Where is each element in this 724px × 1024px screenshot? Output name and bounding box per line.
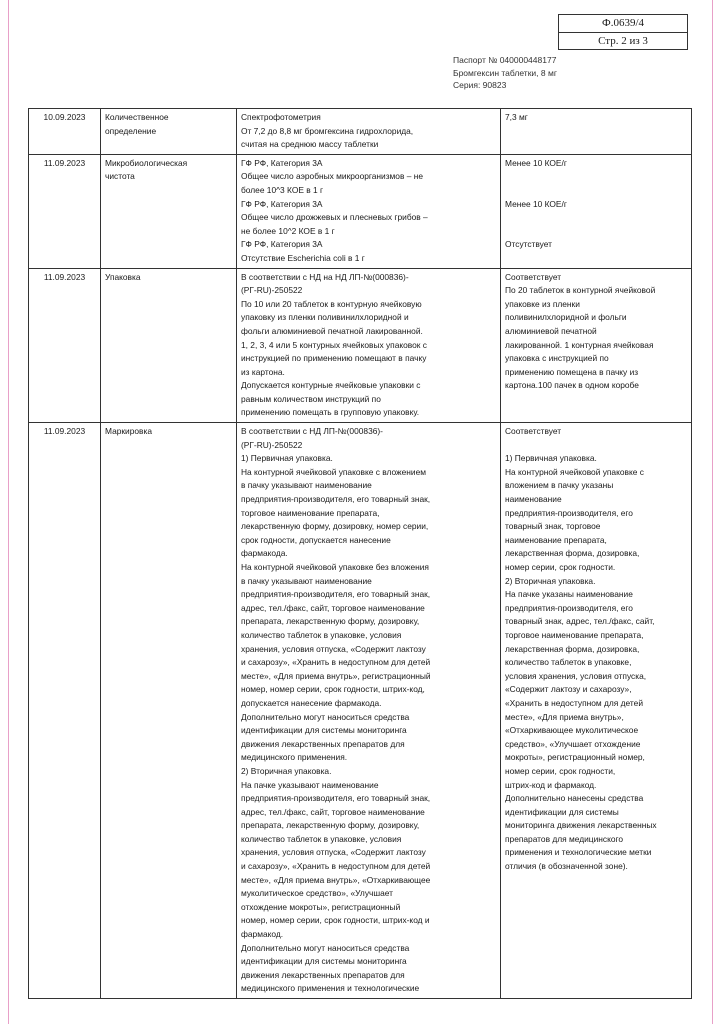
requirement-line: В соответствии с НД ЛП-№(000836)- [241, 426, 383, 437]
result-line: вложением в пачку указаны [505, 480, 614, 491]
form-number-box [558, 14, 688, 50]
date-cell [29, 423, 101, 999]
requirement-line: количество таблеток в упаковке, условия [241, 629, 402, 640]
requirement-line: Отсутствие Escherichia coli в 1 г [241, 252, 365, 263]
requirement-line: идентификации для системы мониторинга [241, 956, 407, 967]
product-name: Бромгексин таблетки, 8 мг [453, 67, 557, 78]
result-line: Менее 10 КОЕ/г [505, 198, 567, 209]
result-cell [501, 154, 692, 268]
requirement-line: предприятия-производителя, его товарный знак, [241, 793, 431, 804]
result-line: наименование [505, 494, 562, 505]
result-line: идентификации для системы [505, 806, 619, 817]
requirement-line: в пачку указывают наименование [241, 480, 372, 491]
requirement-line: движения лекарственных препаратов для [241, 969, 405, 980]
requirement-line: хранения, условия отпуска, «Содержит лактозу [241, 847, 426, 858]
test-results-table [28, 108, 692, 999]
result-line: мокроты», регистрационный номер, [505, 752, 645, 763]
requirement-line: 1, 2, 3, 4 или 5 контурных ячейковых упаковок с [241, 339, 427, 350]
result-line: товарный знак, торговое [505, 521, 601, 532]
date-text: 11.09.2023 [43, 157, 86, 168]
requirement-line: Дополнительно могут наноситься средства [241, 942, 410, 953]
result-line [505, 211, 687, 225]
requirement-line: считая на среднюю массу таблетки [241, 139, 379, 150]
requirement-line: (РГ-RU)-250522 [241, 439, 303, 450]
requirement-line: На контурной ячейковой упаковке с вложением [241, 466, 426, 477]
requirement-cell [237, 109, 501, 155]
requirement-line: месте», «Для приема внутрь», регистрационный [241, 670, 431, 681]
result-cell [501, 423, 692, 999]
result-cell [501, 268, 692, 423]
requirement-line: Общее число дрожжевых и плесневых грибов – [241, 212, 428, 223]
result-line: «Хранить в недоступном для детей [505, 697, 643, 708]
page-number: Стр. 2 из 3 [559, 32, 687, 50]
result-line: лекарственная форма, дозировка, [505, 643, 640, 654]
result-line: Соответствует [505, 426, 562, 437]
test-name-line: Маркировка [105, 426, 152, 437]
requirement-line: ГФ РФ, Категория 3А [241, 157, 323, 168]
result-line: номер серии, срок годности. [505, 562, 616, 572]
result-line: 7,3 мг [505, 112, 528, 122]
result-line: лекарственная форма, дозировка, [505, 548, 640, 559]
requirement-line: количество таблеток в упаковке, условия [241, 833, 402, 844]
test-name-cell [101, 154, 237, 268]
requirement-line: фармакода. [241, 548, 288, 559]
requirement-line: месте», «Для приема внутрь», «Отхаркивающее [241, 874, 431, 885]
requirement-line: В соответствии с НД на НД ЛП-№(000836)- [241, 271, 409, 282]
requirement-line: препарата, лекарственную форму, дозировку, [241, 820, 420, 831]
requirement-line: движения лекарственных препаратов для [241, 738, 405, 749]
result-line: применения и технологические метки [505, 847, 652, 858]
result-line: «Содержит лактозу и сахарозу», [505, 684, 632, 695]
requirement-line: и сахарозу», «Хранить в недоступном для детей [241, 861, 431, 872]
result-line: товарный знак, адрес, тел./факс, сайт, [505, 616, 655, 627]
result-line: условия хранения, условия отпуска, [505, 670, 647, 681]
requirement-cell [237, 423, 501, 999]
result-line: 1) Первичная упаковка. [505, 453, 597, 464]
requirement-line: ГФ РФ, Категория 3А [241, 198, 323, 209]
requirement-line: препарата, лекарственную форму, дозировку, [241, 616, 420, 627]
result-line: количество таблеток в упаковке, [505, 657, 632, 668]
result-line: лакированной. 1 контурная ячейковая [505, 339, 654, 350]
result-line: упаковка с инструкцией по [505, 353, 609, 364]
result-line [505, 225, 687, 239]
result-line: Соответствует [505, 271, 562, 282]
requirement-line: номер, номер серии, срок годности, штрих-код и [241, 915, 430, 926]
requirement-line: Общее число аэробных микроорганизмов – не [241, 171, 424, 182]
test-name-line: чистота [105, 171, 135, 182]
date-cell [29, 154, 101, 268]
requirement-cell [237, 154, 501, 268]
passport-number: Паспорт № 040000448177 [453, 55, 557, 65]
requirement-line: фармакод. [241, 929, 284, 940]
requirement-line: адрес, тел./факс, сайт, торговое наименование [241, 602, 425, 613]
date-text: 11.09.2023 [43, 271, 86, 282]
requirement-line: отхождение мокроты», регистрационный [241, 901, 401, 912]
result-line [505, 184, 687, 198]
requirement-line: инструкцией по применению помещают в пачку [241, 353, 427, 364]
result-line: препаратов для медицинского [505, 833, 624, 844]
result-line: мониторинга движения лекарственных [505, 820, 657, 831]
result-line: отличия (в обозначенной зоне). [505, 861, 628, 872]
date-text: 10.09.2023 [43, 112, 86, 122]
passport-header [453, 54, 557, 92]
table-row [29, 109, 692, 155]
requirement-line: идентификации для системы мониторинга [241, 725, 407, 736]
result-line [505, 439, 687, 453]
result-line: картона.100 пачек в одном коробе [505, 380, 639, 391]
requirement-line: хранения, условия отпуска, «Содержит лактозу [241, 643, 426, 654]
requirement-line: Дополнительно могут наноситься средства [241, 711, 410, 722]
result-line: месте», «Для приема внутрь», [505, 711, 624, 722]
result-line: 2) Вторичная упаковка. [505, 575, 596, 586]
right-margin-line [712, 0, 713, 1024]
requirement-line: ГФ РФ, Категория 3А [241, 239, 323, 250]
requirement-line: не более 10^2 КОЕ в 1 г [241, 225, 335, 236]
requirement-line: предприятия-производителя, его товарный знак, [241, 494, 431, 505]
requirement-line: На контурной ячейковой упаковке без вложения [241, 562, 429, 572]
form-code: Ф.0639/4 [602, 17, 644, 29]
test-name-line: Количественное [105, 112, 169, 122]
result-line: Отсутствует [505, 239, 552, 250]
requirement-line: из картона. [241, 366, 285, 377]
requirement-line: равным количеством инструкций по [241, 393, 381, 404]
result-line: Дополнительно нанесены средства [505, 793, 644, 804]
test-name-line: Микробиологическая [105, 157, 188, 168]
result-line: «Отхаркивающее муколитическое [505, 725, 639, 736]
result-line: Менее 10 КОЕ/г [505, 157, 567, 168]
test-name-line: Упаковка [105, 271, 141, 282]
requirement-line: номер, номер серии, срок годности, штрих-код, [241, 684, 425, 695]
requirement-line: медицинского применения и технологические [241, 983, 420, 994]
requirement-line: фольги алюминиевой печатной лакированной. [241, 325, 423, 336]
requirement-line: в пачку указывают наименование [241, 575, 372, 586]
requirement-line: медицинского применения. [241, 752, 348, 763]
requirement-line: Спектрофотометрия [241, 112, 321, 122]
date-cell [29, 268, 101, 423]
series-number: Серия: 90823 [453, 80, 507, 90]
result-line: поливинилхлоридной и фольги [505, 312, 627, 323]
requirement-line: более 10^3 КОЕ в 1 г [241, 184, 324, 195]
requirement-line: торговое наименование препарата, [241, 507, 380, 518]
requirement-line: Допускается контурные ячейковые упаковки с [241, 380, 421, 391]
test-name-cell [101, 109, 237, 155]
test-name-line: определение [105, 125, 157, 136]
result-line: упаковке из пленки [505, 298, 580, 309]
date-text: 11.09.2023 [43, 426, 86, 437]
result-line [505, 170, 687, 184]
date-cell [29, 109, 101, 155]
result-line: штрих-код и фармакод. [505, 779, 597, 790]
result-line: средство», «Улучшает отхождение [505, 738, 641, 749]
result-line: предприятия-производителя, его [505, 602, 633, 613]
result-line: По 20 таблеток в контурной ячейковой [505, 285, 656, 296]
result-line: На пачке указаны наименование [505, 589, 633, 600]
requirement-line: допускается нанесение фармакода. [241, 697, 382, 708]
requirement-line: 2) Вторичная упаковка. [241, 765, 332, 776]
result-line: предприятия-производителя, его [505, 507, 633, 518]
result-cell [501, 109, 692, 155]
requirement-line: упаковку из пленки поливинилхлоридной и [241, 312, 409, 323]
requirement-cell [237, 268, 501, 423]
result-line [505, 252, 687, 266]
table-row [29, 423, 692, 999]
requirement-line: адрес, тел./факс, сайт, торговое наименование [241, 806, 425, 817]
result-line: наименование препарата, [505, 534, 607, 545]
requirement-line: (РГ-RU)-250522 [241, 285, 303, 296]
requirement-line: и сахарозу», «Хранить в недоступном для детей [241, 657, 431, 668]
requirement-line: применению помещать в групповую упаковку. [241, 407, 420, 418]
left-margin-line [8, 0, 9, 1024]
table-row [29, 154, 692, 268]
requirement-line: От 7,2 до 8,8 мг бромгексина гидрохлорида, [241, 125, 414, 136]
result-line: применению помещена в пачку из [505, 366, 639, 377]
result-line: торговое наименование препарата, [505, 629, 644, 640]
requirement-line: 1) Первичная упаковка. [241, 453, 333, 464]
requirement-line: срок годности, допускается нанесение [241, 534, 391, 545]
requirement-line: На пачке указывают наименование [241, 779, 379, 790]
result-line: На контурной ячейковой упаковке с [505, 466, 644, 477]
table-row [29, 268, 692, 423]
requirement-line: предприятия-производителя, его товарный знак, [241, 589, 431, 600]
requirement-line: муколитическое средство», «Улучшает [241, 888, 393, 899]
result-line: номер серии, срок годности, [505, 765, 616, 776]
requirement-line: По 10 или 20 таблеток в контурную ячейковую [241, 298, 422, 309]
result-line: алюминиевой печатной [505, 325, 597, 336]
test-name-cell [101, 268, 237, 423]
requirement-line: лекарственную форму, дозировку, номер серии, [241, 521, 429, 532]
test-name-cell [101, 423, 237, 999]
